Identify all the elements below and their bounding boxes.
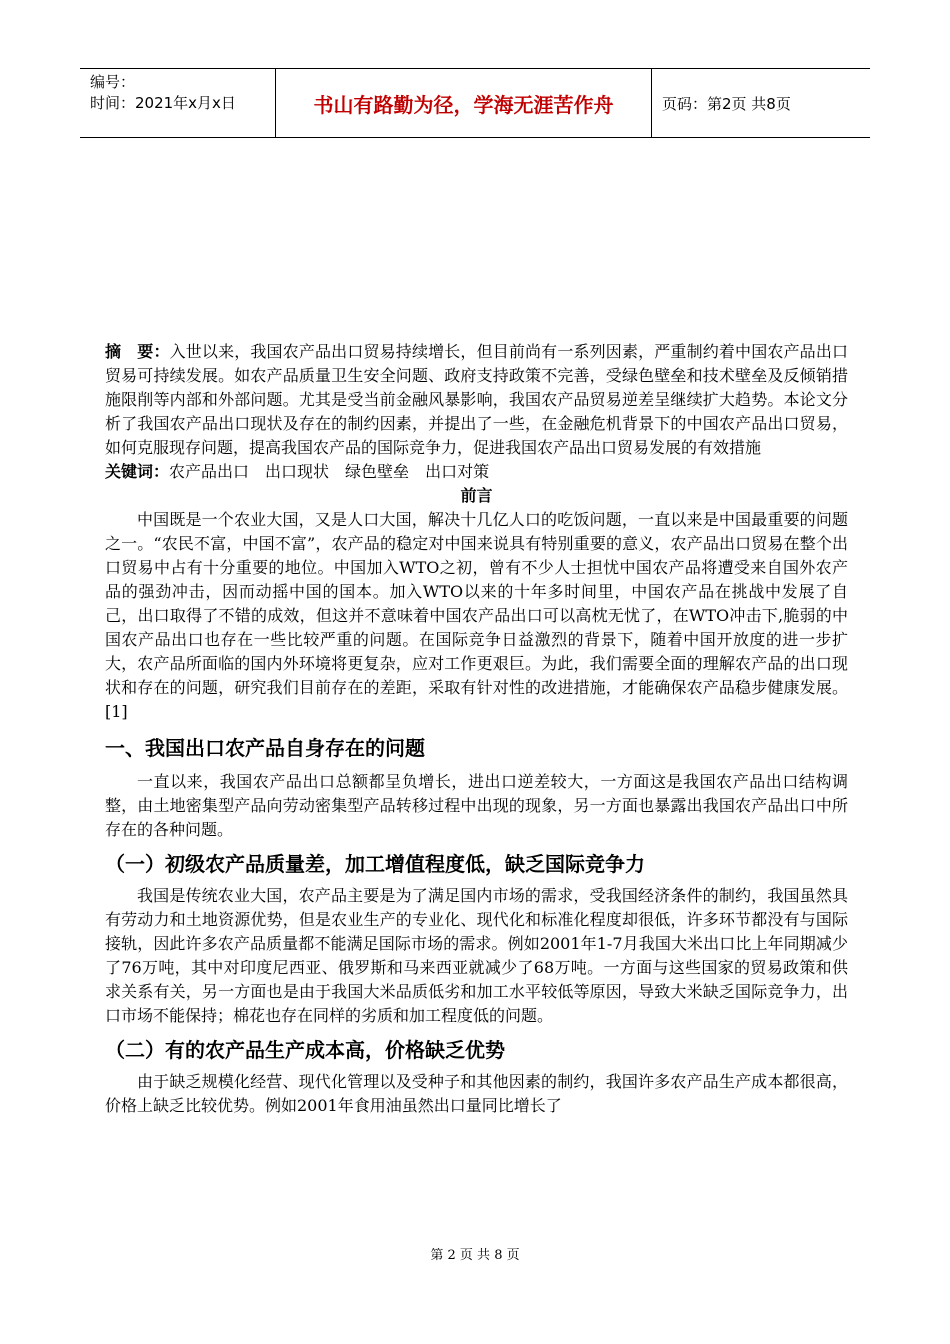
keyword-item: 绿色壁垒 bbox=[345, 462, 410, 481]
keywords-paragraph bbox=[105, 460, 848, 484]
subsection-heading: （一）初级农产品质量差，加工增值程度低，缺乏国际竞争力 bbox=[105, 852, 645, 876]
keyword-item: 出口对策 bbox=[425, 462, 490, 481]
subsection-heading: （二）有的农产品生产成本高，价格缺乏优势 bbox=[105, 1038, 505, 1062]
preface-title: 前言 bbox=[460, 486, 493, 505]
header-time-label: 时间：2021年x月x日 bbox=[90, 94, 236, 112]
subsection-paragraph: 我国是传统农业大国，农产品主要是为了满足国内市场的需求，受我国经济条件的制约，我国虽然具有劳动力和土地资源优势，但是农业生产的专业化、现代化和标准化程度却很低，许多环节都没有与国际接轨，因此许多农产品质量都不能满足国际市场的需求。例如2001年1-7月我国大米出口比上年同期减少了76万吨，其中对印度尼西亚、俄罗斯和马来西亚就减少了68万吨。一方面与这些国家的贸易政策和供求关系有关，另一方面也是由于我国大米品质低劣和加工水平较低等原因，导致大米缺乏国际竞争力，出口市场不能保持；棉花也存在同样的劣质和加工程度低的问题。 bbox=[105, 886, 848, 1025]
page-header bbox=[80, 68, 870, 138]
keywords-label: 关键词： bbox=[105, 462, 170, 481]
keyword-item: 农产品出口 bbox=[169, 462, 250, 481]
section-paragraph: 一直以来，我国农产品出口总额都呈负增长，进出口逆差较大，一方面这是我国农产品出口结构调整，由土地密集型产品向劳动密集型产品转移过程中出现的现象，另一方面也暴露出我国农产品出口中所存在的各种问题。 bbox=[105, 772, 848, 839]
header-number-label: 编号： bbox=[90, 73, 136, 91]
abstract-label: 摘 要： bbox=[105, 342, 170, 361]
preface-paragraph: 中国既是一个农业大国，又是人口大国，解决十几亿人口的吃饭问题，一直以来是中国最重要的问题之一。“农民不富，中国不富”，农产品的稳定对中国来说具有特别重要的意义，农产品出口贸易在整个出口贸易中占有十分重要的地位。中国加入WTO之初，曾有不少人士担忧中国农产品将遭受来自国外农产品的强劲冲击，因而动摇中国的国本。加入WTO以来的十年多时间里，中国农产品在挑战中发展了自己，出口取得了不错的成效，但这并不意味着中国农产品出口可以高枕无忧了，在WTO冲击下,脆弱的中国农产品出口也存在一些比较严重的问题。在国际竞争日益激烈的背景下，随着中国开放度的进一步扩大，农产品所面临的国内外环境将更复杂，应对工作更艰巨。为此，我们需要全面的理解农产品的出口现状和存在的问题，研究我们目前存在的差距，采取有针对性的改进措施，才能确保农产品稳步健康发展。[1] bbox=[105, 510, 848, 721]
section-heading: 一、我国出口农产品自身存在的问题 bbox=[105, 736, 425, 760]
keyword-item: 出口现状 bbox=[265, 462, 330, 481]
header-page-info: 页码：第2页 共8页 bbox=[662, 94, 791, 113]
page-footer: 第 2 页 共 8 页 bbox=[430, 1248, 520, 1263]
abstract-paragraph bbox=[105, 340, 848, 460]
header-meta-cell bbox=[80, 69, 276, 137]
document-body bbox=[105, 340, 848, 1118]
abstract-text: 入世以来，我国农产品出口贸易持续增长，但目前尚有一系列因素，严重制约着中国农产品出口贸易可持续发展。如农产品质量卫生安全问题、政府支持政策不完善，受绿色壁垒和技术壁垒及反倾销措施限削等内部和外部问题。尤其是受当前金融风暴影响，我国农产品贸易逆差呈继续扩大趋势。本论文分析了我国农产品出口现状及存在的制约因素，并提出了一些，在金融危机背景下的中国农产品出口贸易，如何克服现存问题，提高我国农产品的国际竞争力，促进我国农产品出口贸易发展的有效措施 bbox=[105, 342, 848, 457]
subsection-paragraph: 由于缺乏规模化经营、现代化管理以及受种子和其他因素的制约，我国许多农产品生产成本都很高，价格上缺乏比较优势。例如2001年食用油虽然出口量同比增长了 bbox=[105, 1072, 848, 1115]
header-motto: 书山有路勤为径，学海无涯苦作舟 bbox=[276, 69, 652, 137]
